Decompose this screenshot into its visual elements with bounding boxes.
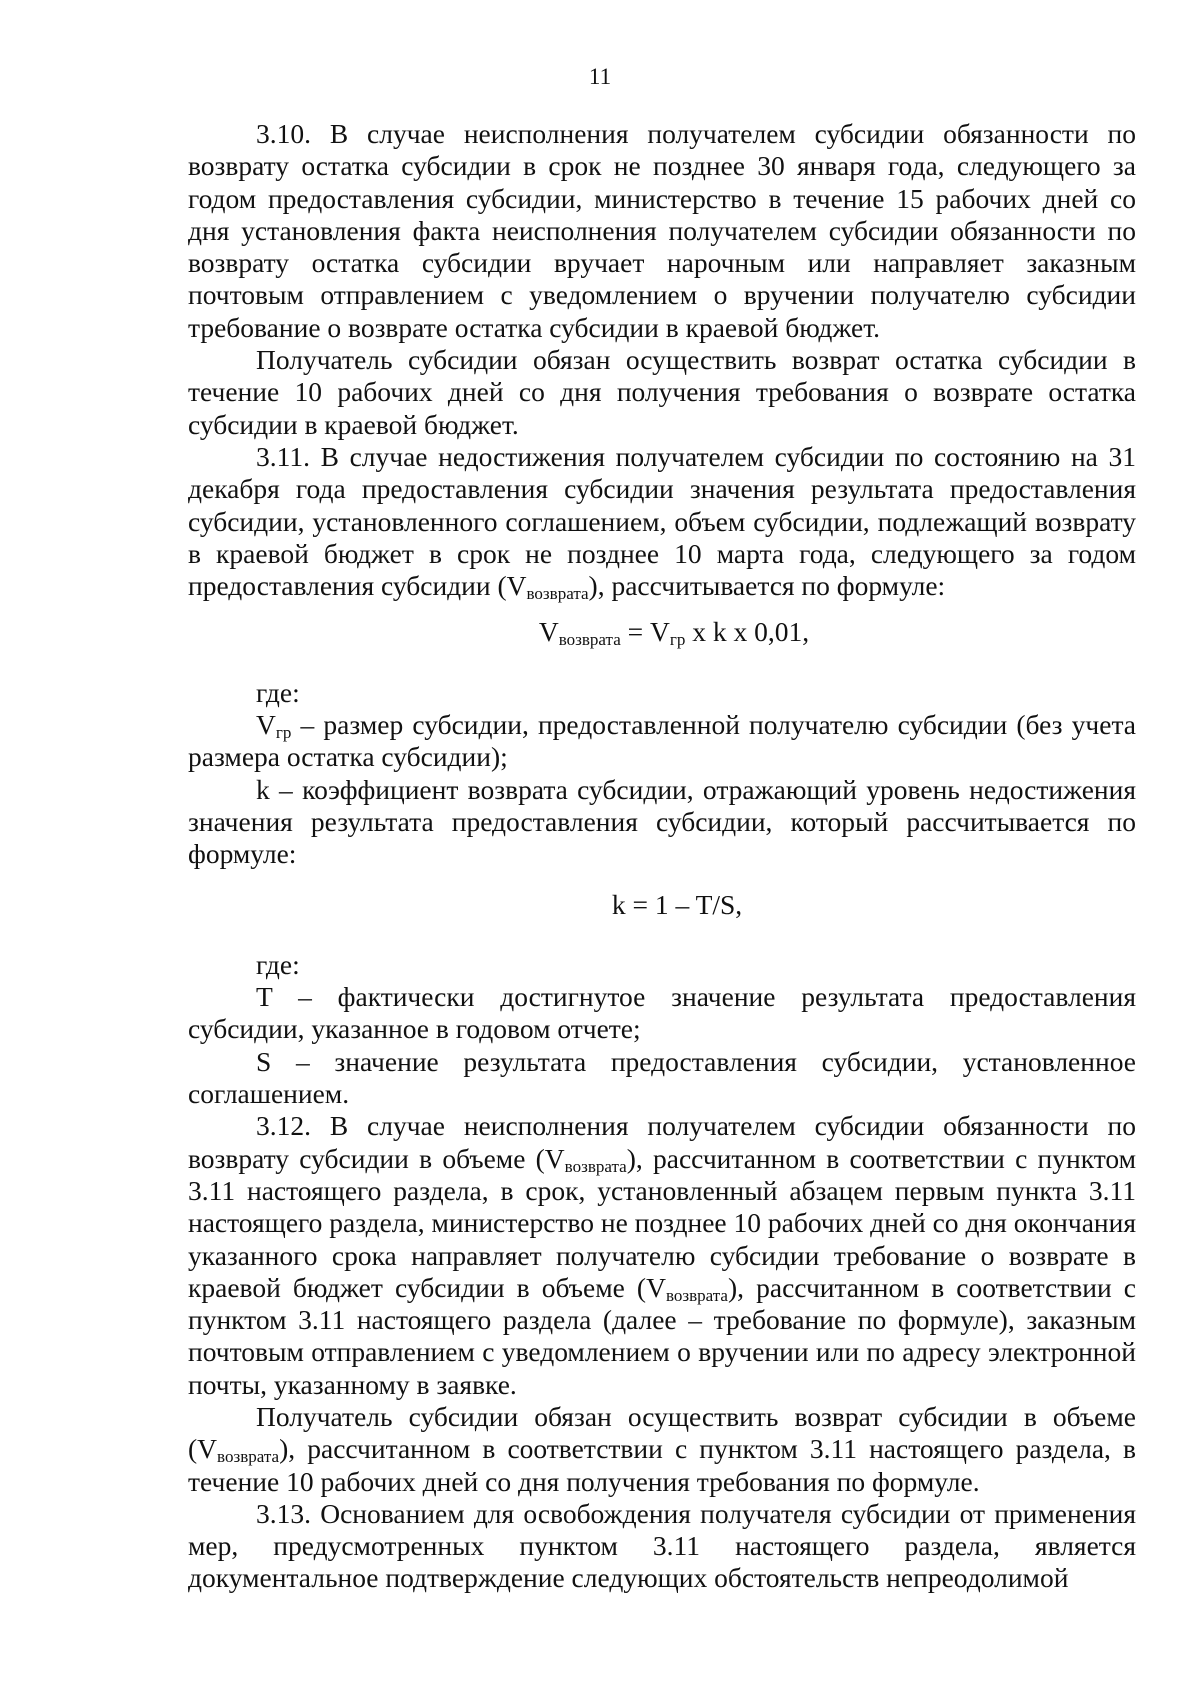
definition-k: k – коэффициент возврата субсидии, отражающий уровень недостижения значения результата предоставления субсидии, который рассчитывается по формуле: [188,773,1136,870]
paragraph-3-11 [188,441,1136,602]
where-label: где: [256,676,300,708]
paragraph-3-10-obligation: Получатель субсидии обязан осуществить возврат остатка субсидии в течение 10 рабочих дней со дня получения требования о возврате остатка субсидии в краевой бюджет. [188,344,1136,440]
paragraph-3-11-end: ), рассчитывается по формуле: [588,570,946,602]
subscript-vozvrata: возврата [526,584,589,604]
definition-t: T – фактически достигнутое значение результата предоставления субсидии, указанное в годовом отчете; [188,981,1136,1045]
page-number: 11 [588,64,612,89]
formula-v-vozvrata: $V_{возврата} = V_{гр}$ x k x 0,01, [538,616,810,650]
document-body [188,118,1136,1595]
paragraph-3-10: 3.10. В случае неисполнения получателем субсидии обязанности по возврату остатка субсидии в срок не позднее 30 января года, следующего за годом предоставления субсидии, министерство в течение 15 рабочих дней со дня установления факта неисполнения получателем субсидии обязанности по возврату остатка субсидии вручает нарочным или направляет заказным почтовым отправлением с уведомлением о вручении получателю субсидии требование о возврате остатка субсидии в краевой бюджет. [188,118,1136,343]
where-label-2: где: [256,948,300,980]
paragraph-3-12-obligation: Получатель субсидии обязан осуществить возврат субсидии в объеме $(V_{возврата})$, рассчитанном в соответствии с пунктом 3.11 настоящего раздела, в течение 10 рабочих дней со дня получения требования по формуле. [188,1400,1136,1497]
definition-s: S – значение результата предоставления субсидии, установленное соглашением. [188,1045,1136,1110]
definition-v-gr: $V_{гр}$ – размер субсидии, предоставленной получателю субсидии (без учета размера остатка субсидии); [188,709,1136,773]
paragraph-3-13: 3.13. Основанием для освобождения получателя субсидии от применения мер, предусмотренных пунктом 3.11 настоящего раздела, является документальное подтверждение следующих обстоятельств непреодолимой [188,1497,1136,1594]
formula-k: k = 1 – T/S, [611,888,743,920]
paragraph-3-11-text: 3.11. В случае недостижения получателем субсидии по состоянию на 31 декабря года предоставления субсидии значения результата предоставления субсидии, установленного соглашением, объем субсидии, подлежащий возврату в краевой бюджет в срок не позднее 10 марта года, следующего за годом предоставления субсидии (V [188,440,1136,602]
paragraph-3-12: 3.12. В случае неисполнения получателем субсидии обязанности по возврату субсидии в объеме $(V_{возврата})$, рассчитанном в соответствии с пунктом 3.11 настоящего раздела, в срок, установленный абзацем первым пункта 3.11 настоящего раздела, министерство не позднее 10 рабочих дней со дня окончания указанного срока направляет получателю субсидии требование о возврате в краевой бюджет субсидии в объеме $(V_{возврата})$, рассчитанном в соответствии с пунктом 3.11 настоящего раздела (далее – требование по формуле), заказным почтовым отправлением с уведомлением о вручении или по адресу электронной почты, указанному в заявке. [188,1110,1136,1400]
